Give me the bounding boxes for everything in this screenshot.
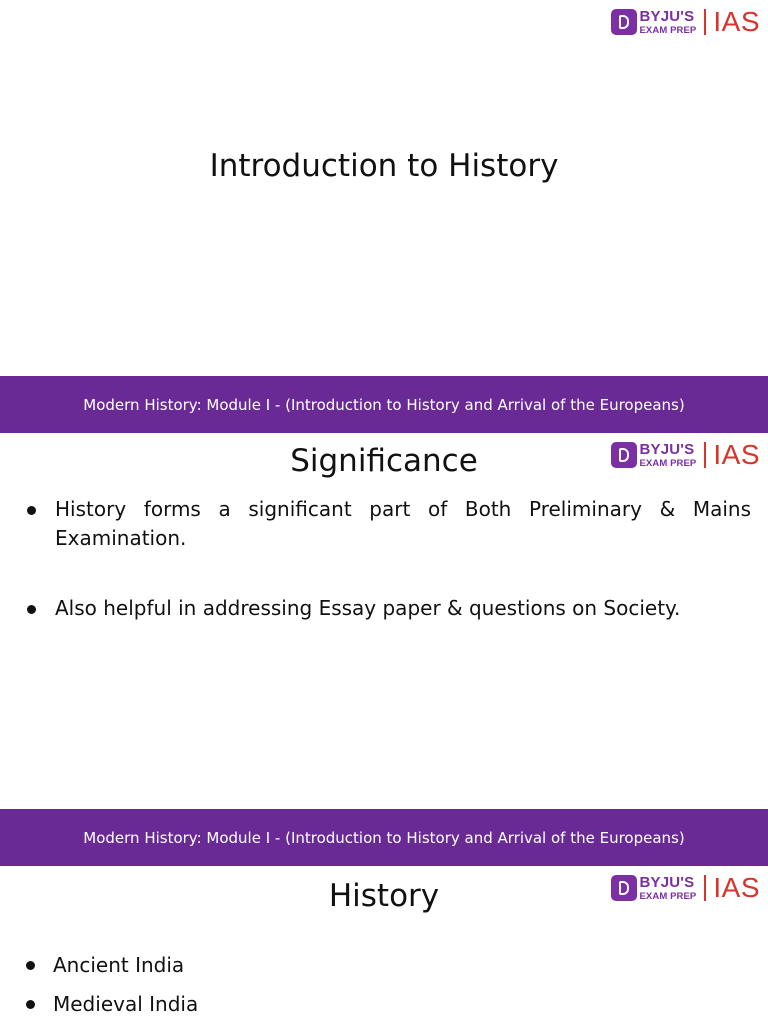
slide-2 bbox=[0, 433, 768, 809]
logo-brand: BYJU'S bbox=[639, 440, 695, 458]
logo-tagline: EXAM PREP bbox=[639, 457, 697, 469]
module-banner-1 bbox=[0, 376, 768, 433]
byjus-logo-icon bbox=[611, 9, 637, 35]
module-banner-2 bbox=[0, 809, 768, 866]
list-item: Medieval India bbox=[53, 985, 768, 1024]
list-item: History forms a significant part of Both Preliminary & Mains Examination. bbox=[55, 495, 751, 553]
logo-product: IAS bbox=[713, 6, 760, 37]
logo-product: IAS bbox=[713, 872, 760, 903]
logo-brand: BYJU'S bbox=[639, 7, 695, 25]
module-banner-text: Modern History: Module I - (Introduction to History and Arrival of the Europeans) bbox=[83, 828, 685, 847]
module-banner-text: Modern History: Module I - (Introduction to History and Arrival of the Europeans) bbox=[83, 395, 685, 414]
logo-wordmark bbox=[640, 9, 697, 36]
slide-2-title: Significance bbox=[290, 443, 478, 479]
list-item: Also helpful in addressing Essay paper & questions on Society. bbox=[55, 594, 751, 623]
logo-divider bbox=[704, 9, 706, 35]
significance-list bbox=[0, 495, 768, 623]
slide-1 bbox=[0, 0, 768, 376]
byjus-ias-logo bbox=[611, 6, 761, 38]
history-list bbox=[0, 946, 768, 1024]
logo-product: IAS bbox=[713, 439, 760, 470]
slide-3-title: History bbox=[328, 878, 440, 914]
list-item: Ancient India bbox=[53, 946, 768, 985]
logo-brand: BYJU'S bbox=[639, 873, 695, 891]
slide-1-title: Introduction to History bbox=[209, 148, 559, 184]
logo-tagline: EXAM PREP bbox=[639, 24, 697, 36]
slide-3 bbox=[0, 866, 768, 1024]
logo-tagline: EXAM PREP bbox=[639, 890, 697, 902]
